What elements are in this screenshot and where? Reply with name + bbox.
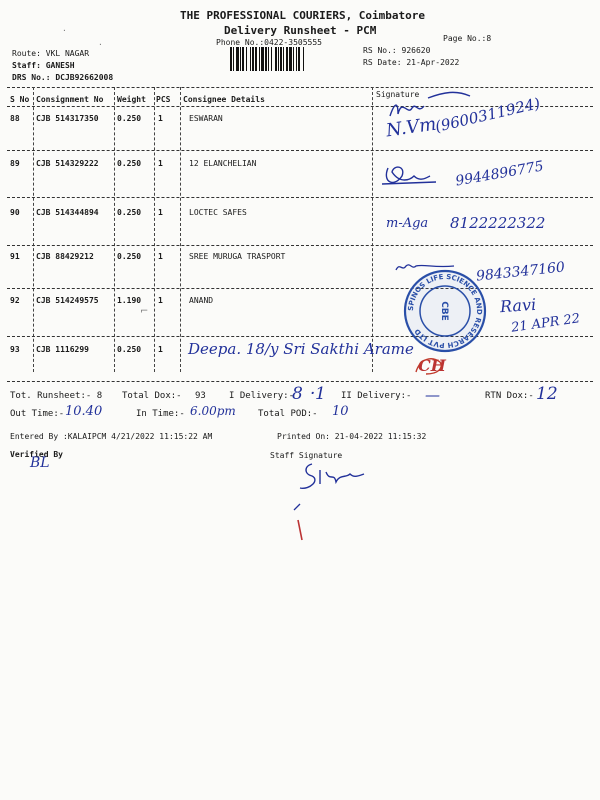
pcs: 1 [158, 159, 163, 168]
row-rule [7, 150, 593, 151]
in-time-label: In Time:- [136, 409, 185, 419]
weight: 0.250 [117, 345, 142, 354]
stamp-center-text: CBE [439, 301, 449, 321]
pcs: 1 [158, 208, 163, 217]
barcode-bar [293, 47, 294, 71]
header-consignee: Consignee Details [183, 95, 265, 104]
entered-by: Entered By :KALAIPCM 4/21/2022 11:15:22 AM [10, 432, 213, 441]
i-delivery-extra: · [310, 384, 316, 404]
col-divider [33, 87, 34, 372]
header-weight: Weight [117, 95, 146, 104]
barcode-bar [242, 47, 244, 71]
consignment-no: CJB 514317350 [36, 114, 99, 123]
header-sno: S No [10, 95, 30, 104]
handwritten-name: N.Vm [384, 113, 438, 142]
i-delivery-value-2: 1 [315, 384, 326, 404]
header-pcs: PCS [156, 95, 171, 104]
barcode-bar [246, 47, 247, 71]
row-rule [7, 245, 593, 246]
rtn-dox-value: 12 [536, 384, 558, 404]
printed-on: Printed On: 21-04-2022 11:15:32 [277, 432, 427, 441]
table-row: 89 [10, 159, 20, 168]
drs-number: DRS No.: DCJB92662008 [12, 73, 114, 82]
verified-by-label: Verified By [10, 450, 63, 459]
i-delivery-value: 8 [292, 384, 303, 404]
barcode-bar [268, 47, 269, 71]
barcode-bar [275, 47, 277, 71]
barcode-bar [283, 47, 284, 71]
table-row: 93 [10, 345, 20, 354]
barcode-bar [303, 47, 304, 71]
consignment-no: CJB 514329222 [36, 159, 99, 168]
col-divider [154, 87, 155, 372]
row-rule [7, 288, 593, 289]
ii-delivery-dash: — [425, 386, 440, 404]
rs-number: RS No.: 926620 [363, 46, 431, 55]
table-top-rule [7, 87, 593, 88]
weight: 0.250 [117, 252, 142, 261]
barcode-bar [298, 47, 300, 71]
handwritten-phone: 9944896775 [454, 158, 545, 190]
barcode-bar [280, 47, 282, 71]
consignee: ANAND [189, 296, 214, 305]
pcs: 1 [158, 296, 163, 305]
staff: Staff: GANESH [12, 61, 75, 70]
consignment-no: CJB 514249575 [36, 296, 99, 305]
handwritten-phone: (9600311924) [433, 94, 542, 136]
barcode-bar [261, 47, 264, 71]
total-dox-value: 93 [195, 391, 206, 401]
table-row: 91 [10, 252, 20, 261]
header-consignment: Consignment No [36, 95, 104, 104]
rtn-dox-label: RTN Dox:- [485, 391, 534, 401]
rs-date: RS Date: 21-Apr-2022 [363, 58, 460, 67]
barcode-bar [278, 47, 279, 71]
barcode-bar [286, 47, 288, 71]
barcode-bar [289, 47, 292, 71]
table-row: 92 [10, 296, 20, 305]
barcode-bar [250, 47, 251, 71]
weight: 0.250 [117, 114, 142, 123]
staff-signature-scribble [290, 458, 370, 548]
company-stamp [402, 268, 488, 354]
handwritten-name: m-Aga [386, 216, 429, 231]
consignee: 12 ELANCHELIAN [189, 159, 257, 168]
handwritten-red-mark: CH [418, 356, 446, 375]
col-divider [372, 87, 373, 372]
signature-scribble [380, 158, 450, 192]
consignee: SREE MURUGA TRASPORT [189, 252, 286, 261]
row-rule [7, 336, 593, 337]
consignee: LOCTEC SAFES [189, 208, 247, 217]
weight: 0.250 [117, 208, 142, 217]
pcs: 1 [158, 345, 163, 354]
barcode-bar [296, 47, 297, 71]
handwritten-date: 21 APR 22 [510, 311, 581, 336]
document-title: Delivery Runsheet - PCM [224, 24, 377, 37]
stamp-outer-text: SPINOS LIFE SCIENCE AND RESEARCH PVT LTD [406, 272, 484, 350]
handwritten-note: Deepa. 18/y Sri Sakthi Arame [188, 340, 414, 358]
out-time-label: Out Time:- [10, 409, 65, 419]
consignment-no: CJB 514344894 [36, 208, 99, 217]
col-divider [180, 87, 181, 372]
table-bottom-rule [7, 381, 593, 382]
pencil-mark: ⌐ [140, 306, 149, 317]
handwritten-phone: 9843347160 [475, 259, 566, 285]
out-time-value: 10.40 [65, 404, 103, 419]
barcode-bar [240, 47, 241, 71]
barcode-bar [252, 47, 254, 71]
route: Route: VKL NAGAR [12, 49, 90, 58]
red-scribble [412, 352, 446, 378]
margin-mark: · [62, 26, 67, 35]
staff-signature-label: Staff Signature [270, 451, 343, 460]
i-delivery-label: I Delivery:- [229, 391, 295, 401]
total-pod-label: Total POD:- [258, 409, 318, 419]
phone-number: Phone No.:0422-3505555 [216, 38, 322, 47]
row-rule [7, 197, 593, 198]
barcode-bar [259, 47, 260, 71]
consignment-no: CJB 88429212 [36, 252, 94, 261]
weight: 0.250 [117, 159, 142, 168]
total-dox-label: Total Dox:- [122, 391, 182, 401]
company-name: THE PROFESSIONAL COURIERS, Coimbatore [180, 9, 426, 22]
header-signature: Signature [376, 90, 420, 99]
barcode-bar [265, 47, 267, 71]
page-number: Page No.:8 [443, 34, 492, 43]
verified-by-signature: BL [30, 455, 50, 471]
barcode [230, 47, 345, 73]
barcode-bar [255, 47, 257, 71]
pcs: 1 [158, 252, 163, 261]
handwritten-name: Ravi [499, 294, 537, 317]
consignment-no: CJB 1116299 [36, 345, 89, 354]
pcs: 1 [158, 114, 163, 123]
barcode-bar [230, 47, 232, 71]
barcode-bar [233, 47, 234, 71]
weight: 1.190 [117, 296, 142, 305]
in-time-value: 6.00pm [190, 404, 236, 418]
table-row: 88 [10, 114, 20, 123]
col-divider [114, 87, 115, 372]
barcode-bar [271, 47, 272, 71]
ii-delivery-label: II Delivery:- [341, 391, 412, 401]
total-pod-value: 10 [332, 404, 349, 419]
margin-mark: · [98, 40, 103, 49]
table-row: 90 [10, 208, 20, 217]
consignee: ESWARAN [189, 114, 223, 123]
barcode-bar [236, 47, 239, 71]
total-runsheet: Tot. Runsheet:- 8 [10, 391, 103, 401]
handwritten-phone: 8122222322 [450, 214, 546, 232]
